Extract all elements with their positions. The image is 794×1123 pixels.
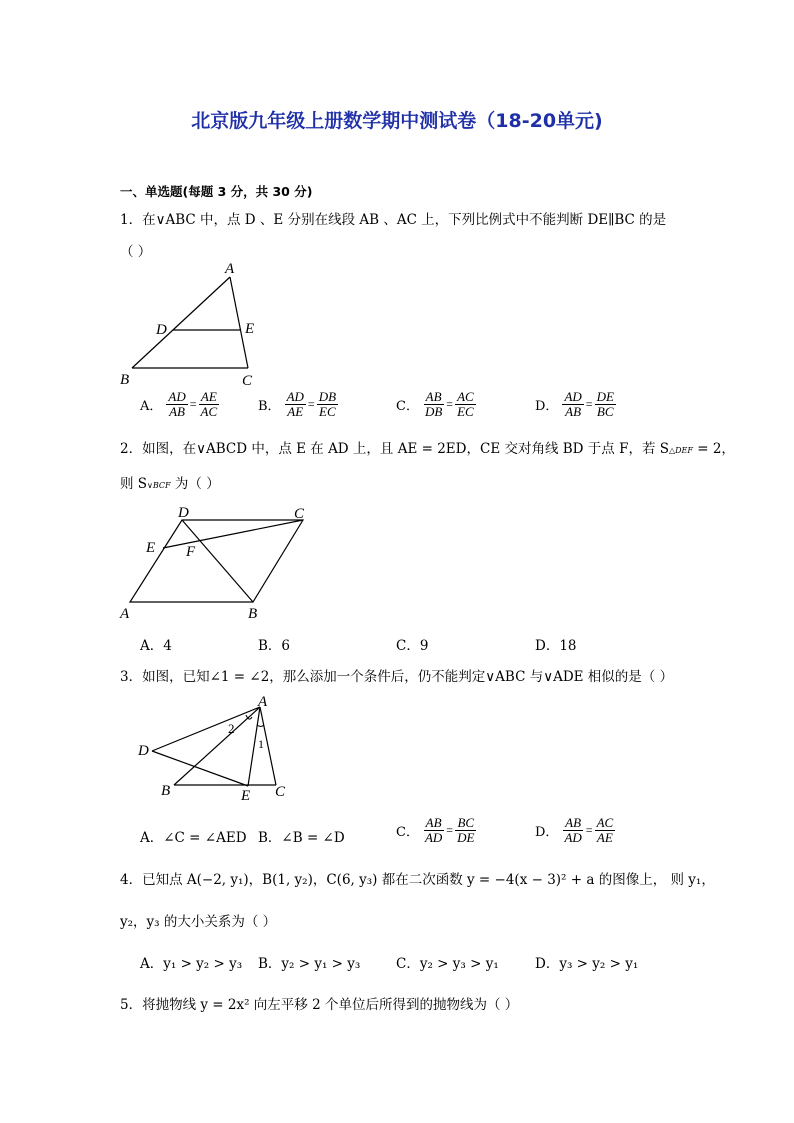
question-1-paren: （ ） — [120, 244, 152, 260]
question-1-option-b[interactable]: B． $\frac{AD}{AE}$ = $\frac{DB}{EC}$ — [258, 389, 337, 419]
question-1-option-d[interactable]: D． $\frac{AD}{AB}$ = $\frac{DE}{BC}$ — [535, 389, 614, 419]
question-1-option-c[interactable]: C． $\frac{AB}{DB}$ = $\frac{AC}{EC}$ — [396, 389, 474, 419]
question-3-figure — [130, 695, 300, 805]
question-2-line2: 则 S∨BCF 为（ ） — [120, 476, 220, 492]
question-1-option-a[interactable]: A． $\frac{AD}{AB}$ = $\frac{AE}{AC}$ — [140, 389, 218, 419]
label-d: D — [156, 322, 167, 338]
label-b: B — [161, 783, 171, 799]
question-3-option-c[interactable]: C． $\frac{AB}{AD}$ = $\frac{BC}{DE}$ — [396, 815, 475, 845]
page-title: 北京版九年级上册数学期中测试卷（18-20单元) — [191, 110, 603, 132]
segment-ab — [174, 707, 260, 785]
parallelogram-abcd — [130, 520, 303, 602]
label-b: B — [248, 606, 258, 622]
question-1-text: 1．在∨ABC 中，点 D 、E 分别在线段 AB 、AC 上，下列比例式中不能判断 DE∥BC 的是 — [120, 212, 667, 228]
label-d: D — [178, 505, 189, 521]
question-2-option-a[interactable]: A．4 — [140, 638, 172, 654]
question-4-text: 4．已知点 A(−2, y₁)，B(1, y₂)，C(6, y₃) 都在二次函数 y = −4(x − 3)² + a 的图像上， 则 y₁， — [120, 872, 715, 888]
label-e: E — [245, 321, 255, 337]
question-4-option-c[interactable]: C．y₂ > y₃ > y₁ — [396, 956, 499, 972]
label-c: C — [242, 373, 253, 389]
section-heading: 一、单选题(每题 3 分，共 30 分) — [120, 184, 313, 199]
question-2-figure — [110, 500, 320, 625]
label-2: 2 — [228, 721, 235, 736]
question-1-figure — [110, 255, 280, 395]
question-4-option-b[interactable]: B．y₂ > y₁ > y₃ — [258, 956, 361, 972]
label-a: A — [120, 606, 130, 622]
segment-ce — [163, 520, 303, 548]
question-3-text: 3．如图，已知∠1 = ∠2，那么添加一个条件后，仍不能判定∨ABC 与∨ADE 相似的是（ ） — [120, 669, 674, 685]
question-3-option-d[interactable]: D． $\frac{AB}{AD}$ = $\frac{AC}{AE}$ — [535, 815, 614, 845]
label-b: B — [120, 372, 130, 388]
segment-de — [152, 751, 248, 786]
label-c: C — [294, 506, 305, 522]
label-f: F — [186, 544, 196, 560]
label-a: A — [225, 261, 235, 277]
label-e: E — [146, 540, 156, 556]
question-2-option-c[interactable]: C．9 — [396, 638, 429, 654]
question-4-option-a[interactable]: A．y₁ > y₂ > y₃ — [140, 956, 243, 972]
question-3-option-b[interactable]: B．∠B = ∠D — [258, 830, 345, 846]
question-5-text: 5．将抛物线 y = 2x² 向左平移 2 个单位后所得到的抛物线为（ ） — [120, 997, 519, 1013]
label-a: A — [258, 695, 268, 710]
segment-ab — [132, 277, 230, 368]
question-2-text: 2．如图，在∨ABCD 中，点 E 在 AD 上，且 AE = 2ED，CE 交对角线 BD 于点 F，若 S△DEF = 2， — [120, 441, 735, 457]
question-2-option-b[interactable]: B．6 — [258, 638, 291, 654]
question-2-option-d[interactable]: D．18 — [535, 638, 577, 654]
segment-ad — [152, 707, 260, 751]
question-4-option-d[interactable]: D．y₃ > y₂ > y₁ — [535, 956, 639, 972]
question-4-line2: y₂，y₃ 的大小关系为（ ） — [120, 914, 277, 930]
label-c: C — [275, 784, 286, 800]
label-1: 1 — [258, 737, 264, 751]
label-e: E — [241, 788, 251, 804]
angle-1-arc — [257, 725, 264, 727]
label-d: D — [138, 743, 149, 759]
question-3-option-a[interactable]: A．∠C = ∠AED — [140, 830, 247, 846]
